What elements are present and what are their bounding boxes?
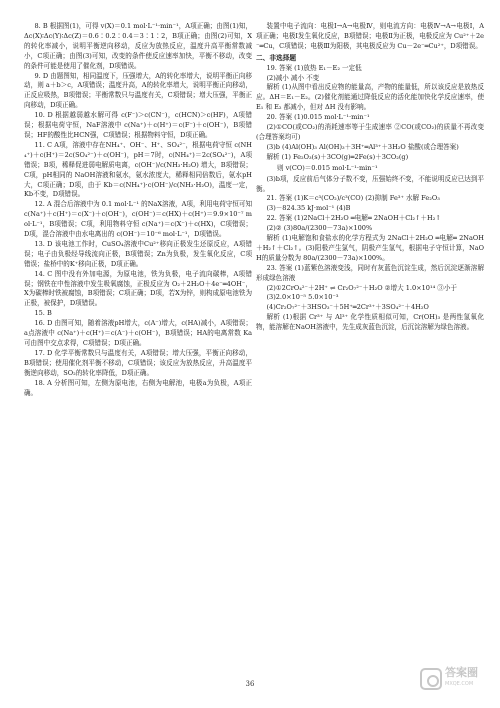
- answer-23-part2: (2)①2CrO₄²⁻＋2H⁺ ⇌ Cr₂O₇²⁻＋H₂O ②增大 1.0×10¹⁴ ③小于: [266, 283, 457, 292]
- answer-paragraph-18-continued: 装置中电子流向：电极Ⅰ→A→电极Ⅳ，则电流方向：电极Ⅳ→A→电极Ⅰ，A项正确；电极Ⅰ发生氧化反应，B项错误；电极Ⅱ为正极，电极反应为 Cu²⁺＋2e⁻═Cu，C项错误；电极Ⅲ为阳极，其电极反应为 Cu－2e⁻═Cu²⁺，D项错误。: [256, 22, 484, 50]
- analysis-22: 解析 (1)电解饱和食盐水的化学方程式为 2NaCl＋2H₂O ═电解═ 2NaOH＋H₂↑＋Cl₂↑。(3)阳极产生氯气，阴极产生氢气，根据电子守恒计算，NaOH的质量分数为 80a/(2300－73a)×100%。: [256, 234, 484, 262]
- answer-20: 20. 答案 (1)0.015 mol·L⁻¹·min⁻¹: [266, 113, 370, 122]
- answer-paragraph-9: 9. D 由题图知，相同温度下，压强增大，A的转化率增大，说明平衡正向移动，则 a＋b＞c，A项错误；温度升高，A的转化率增大，说明平衡正向移动，正反应吸热，B项错误；平衡常数只与温度有关，C项错误；增大压强，平衡正向移动，D项正确。: [24, 71, 252, 110]
- answer-paragraph-13: 13. D 该电池工作时，CuSO₄溶液中Cu²⁺移向正极发生还原反应，A项错误；电子由负极经导线流向正极，B项错误；Zn为负极，发生氧化反应，C项错误；盐桥中的K⁺移向正极，D项正确。: [24, 239, 252, 268]
- watermark-text: 答案圈: [445, 666, 478, 679]
- answer-paragraph-8: 8. B 根据图(1)，可得 v(X)＝0.1 mol·L⁻¹·min⁻¹，A项正确；由图(1)知，Δc(X)∶Δc(Y)∶Δc(Z)＝0.6∶0.2∶0.4＝3∶1∶2，B项正确；由图(2)可知，X的转化率减小，说明平衡逆向移动，反应为放热反应，温度升高平衡常数减小，C项正确；由图(3)可知，改变的条件使反应速率加快，平衡不移动，改变的条件可能是使用了催化剂，D项错误。: [24, 22, 252, 70]
- answer-20-part2: (2)①CO(或CO₂)的消耗速率等于生成速率 ②CO(或CO₂)的质量不再改变(合理答案均可): [256, 123, 484, 141]
- answer-paragraph-17: 17. D 化学平衡常数只与温度有关，A项错误；增大压强，平衡正向移动，B项错误；使用催化剂平衡不移动，C项错误；该反应为放热反应，升高温度平衡逆向移动，SO₂的转化率降低，D项正确。: [24, 348, 252, 377]
- answer-paragraph-18: 18. A 分析图可知，左侧为原电池，右侧为电解池，电极a为负极，A项正确。: [24, 378, 252, 397]
- answer-paragraph-12: 12. A 混合后溶液中为 0.1 mol·L⁻¹ 的NaX溶液，A项，利用电荷守恒可知 c(Na⁺)＋c(H⁺)＝c(X⁻)＋c(OH⁻)，c(OH⁻)＝c(HX)＋c(H⁺)＝9.9×10⁻⁷ mol·L⁻¹，B项错误；C项，利用物料守恒 c(Na⁺)＝c(X⁻)＋c(HX)，C项错误；D项，混合溶液中由水电离出的 c(OH⁻)＝10⁻⁶ mol·L⁻¹，D项错误。: [24, 200, 252, 239]
- analysis-23: 解析 (1)根据 Cr³⁺ 与 Al³⁺ 化学性质相似可知，Cr(OH)₃ 是两性氢氧化物，能溶解在NaOH溶液中，先生成灰蓝色沉淀，后沉淀溶解为绿色溶液。: [256, 313, 484, 332]
- answer-21: 21. 答案 (1)K＝c³(CO₂)/c³(CO) (2)抑制 Fe³⁺ 水解 Fe₂O₃: [266, 194, 440, 203]
- answer-19-part2: (2)减小 减小 不变: [266, 73, 320, 82]
- right-column: [256, 22, 484, 333]
- answer-paragraph-15: 15. B: [34, 309, 52, 318]
- answer-20-part3: (3)b (4)Al(OH)₃ Al(OH)₃＋3H⁺═Al³⁺＋3H₂O 盐酸(或合理答案): [266, 142, 459, 151]
- analysis-20-part2: (3)b项，反应前后气体分子数不变，压强始终不变，不能说明反应已达到平衡。: [256, 174, 484, 193]
- analysis-20-rate: 则 v(CO)＝0.015 mol·L⁻¹·min⁻¹: [276, 163, 378, 172]
- answer-23: 23. 答案 (1)蓝紫色溶液变浅，同时有灰蓝色沉淀生成，然后沉淀逐渐溶解形成绿色溶液: [256, 263, 484, 282]
- answer-22: 22. 答案 (1)2NaCl＋2H₂O ═电解═ 2NaOH＋Cl₂↑＋H₂↑: [266, 214, 441, 223]
- watermark-url: MXQE.COM: [445, 681, 474, 687]
- left-column: [24, 22, 252, 398]
- analysis-20: 解析 (1) Fe₂O₃(s)＋3CO(g)═2Fe(s)＋3CO₂(g): [266, 152, 409, 161]
- answer-22-part2: (2)② (3)80a/(2300－73a)×100%: [266, 224, 373, 233]
- answer-23-part3: (3)2.0×10⁻⁵ 5.0×10⁻³: [266, 293, 339, 302]
- answer-paragraph-10: 10. D 根据越弱越水解可得 c(F⁻)＞c(CN⁻)，c(HCN)＞c(HF)，A项错误；根据电荷守恒，NaF溶液中 c(Na⁺)＋c(H⁺)＝c(F⁻)＋c(OH⁻)，B项错误；HF的酸性比HCN强，C项错误；根据物料守恒，D项正确。: [24, 111, 252, 139]
- answer-21-part2: (3)－824.35 kJ·mol⁻¹ (4)B: [266, 204, 351, 213]
- answer-19: 19. 答案 (1)放热 E₁－E₂ 一定低: [266, 63, 362, 72]
- page-number: 36: [245, 680, 255, 688]
- answer-paragraph-11: 11. C A项，溶液中存在NH₄⁺、OH⁻、H⁺、SO₄²⁻，根据电荷守恒 c(NH₄⁺)＋c(H⁺)＝2c(SO₄²⁻)＋c(OH⁻)，pH＝7时，c(NH₄⁺)＝2c(SO₄²⁻)，A项错误；B项，稀释促进弱电解质电离，c(OH⁻)/c(NH₃·H₂O) 增大，B项错误；C项，pH相同的 NaOH溶液和氨水，氨水浓度大，稀释相同倍数后，氨水pH大，C项正确；D项，由于 Kb＝c(NH₄⁺)·c(OH⁻)/c(NH₃·H₂O)，温度一定，Kb不变，D项错误。: [24, 140, 252, 199]
- watermark-icon: [420, 668, 442, 690]
- answer-paragraph-16: 16. D 由图可知，随着溶液pH增大，c(A⁻)增大，c(HA)减小，A项错误；a点溶液中 c(Na⁺)＋c(H⁺)＝c(A⁻)＋c(OH⁻)，B项错误；HA的电离常数 Ka 可由图中交点求得，C项错误；D项正确。: [24, 319, 252, 347]
- analysis-19: 解析 (1)从图中看出反应物的能量高，产物的能量低，所以该反应是放热反应。ΔH＝E₁－E₂。(2)催化剂能通过降低反应的活化能加快化学反应速率，使 E₁ 和 E₂ 都减小，但对 ΔH 没有影响。: [256, 83, 484, 112]
- watermark-logo: [420, 664, 486, 694]
- answer-23-part4: (4)Cr₂O₇²⁻＋3HSO₃⁻＋5H⁺═2Cr³⁺＋3SO₄²⁻＋4H₂O: [266, 303, 429, 312]
- section-title: 二、非选择题: [256, 53, 297, 62]
- answer-paragraph-14: 14. C 图中没有外加电源，为原电池，铁为负极，电子流向碳棒，A项错误；钢铁在中性溶液中发生吸氧腐蚀，正极反应为 O₂＋2H₂O＋4e⁻═4OH⁻，X为碳棒时铁被腐蚀，B项错误；C项正确；D项，若X为锌，则构成原电池铁为正极，被保护，D项错误。: [24, 269, 252, 308]
